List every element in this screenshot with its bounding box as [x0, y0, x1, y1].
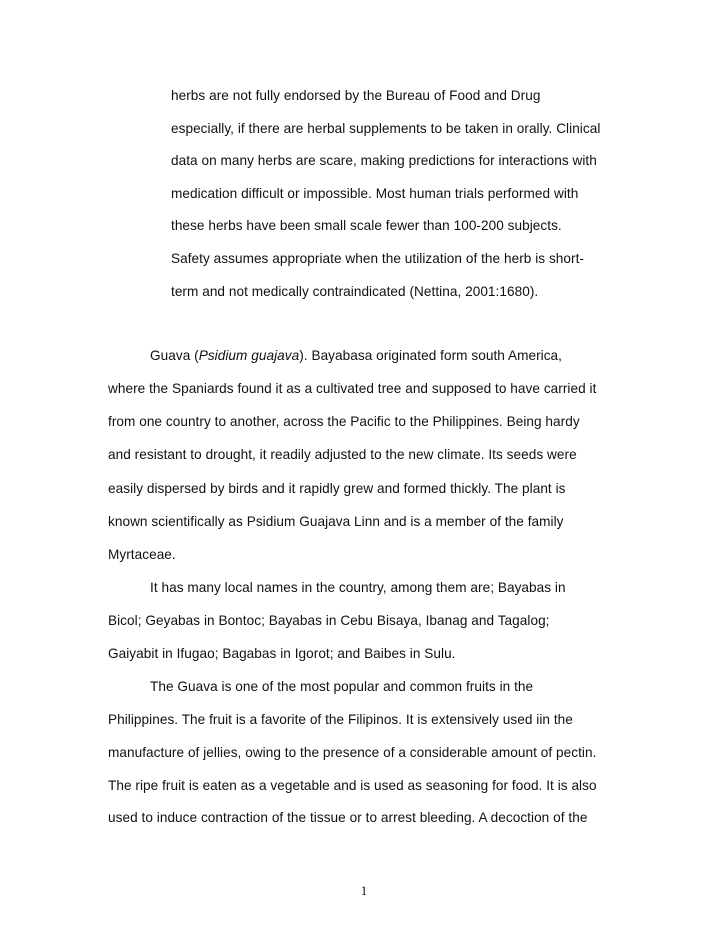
paragraph-first-line: It has many local names in the country, among them are; Bayabas in — [150, 580, 566, 595]
page-number: 1 — [360, 883, 368, 898]
quote-line: term and not medically contraindicated (Nettina, 2001:1680). — [171, 284, 539, 299]
paragraph-first-line: The Guava is one of the most popular and common fruits in the — [150, 679, 534, 694]
paragraph-line: Myrtaceae. — [108, 547, 176, 562]
paragraph-line: from one country to another, across the Pacific to the Philippines. Being hardy — [108, 414, 580, 429]
paragraph-line: manufacture of jellies, owing to the presence of a considerable amount of pectin. — [108, 745, 597, 760]
text-segment: Guava ( — [150, 348, 199, 363]
paragraph-line: Gaiyabit in Ifugao; Bagabas in Igorot; and Baibes in Sulu. — [108, 646, 456, 661]
quote-line: herbs are not fully endorsed by the Bureau of Food and Drug — [171, 88, 541, 103]
paragraph-line: where the Spaniards found it as a cultivated tree and supposed to have carried it — [108, 381, 597, 396]
quote-line: Safety assumes appropriate when the utilization of the herb is short- — [171, 251, 584, 266]
quote-line: data on many herbs are scare, making predictions for interactions with — [171, 153, 597, 168]
text-segment: ). Bayabasa originated form south America, — [299, 348, 562, 363]
paragraph-line: The ripe fruit is eaten as a vegetable and is used as seasoning for food. It is also — [108, 778, 597, 793]
quote-line: especially, if there are herbal supplements to be taken in orally. Clinical — [171, 121, 601, 136]
paragraph-line: used to induce contraction of the tissue or to arrest bleeding. A decoction of the — [108, 810, 588, 825]
paragraph-line: Philippines. The fruit is a favorite of the Filipinos. It is extensively used iin the — [108, 712, 573, 727]
paragraph-line: and resistant to drought, it readily adjusted to the new climate. Its seeds were — [108, 447, 577, 462]
paragraph-line: Bicol; Geyabas in Bontoc; Bayabas in Cebu Bisaya, Ibanag and Tagalog; — [108, 613, 550, 628]
paragraph-first-line — [150, 348, 562, 364]
paragraph-line: easily dispersed by birds and it rapidly grew and formed thickly. The plant is — [108, 481, 566, 496]
species-name: Psidium guajava — [198, 348, 300, 363]
quote-line: these herbs have been small scale fewer than 100-200 subjects. — [171, 218, 562, 233]
paragraph-line: known scientifically as Psidium Guajava Linn and is a member of the family — [108, 514, 564, 529]
quote-line: medication difficult or impossible. Most human trials performed with — [171, 186, 579, 201]
